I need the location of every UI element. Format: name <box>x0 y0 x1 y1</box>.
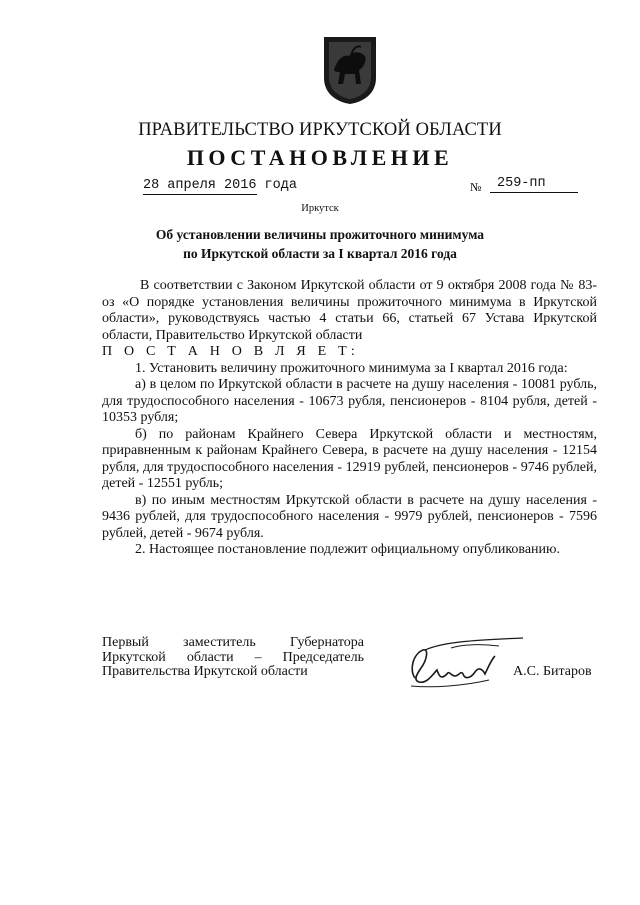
position-line-2: Иркутской области – Председатель <box>102 649 364 665</box>
city: Иркутск <box>301 203 339 214</box>
signatory-name: А.С. Битаров <box>513 664 592 679</box>
decree-word: П О С Т А Н О В Л Я Е Т: <box>102 344 359 359</box>
handwritten-signature <box>403 630 531 692</box>
document-type: ПОСТАНОВЛЕНИЕ <box>186 145 454 170</box>
document-number: 259-пп <box>497 176 546 191</box>
date-underline <box>143 194 257 195</box>
title-line-1: Об установлении величины прожиточного минимума <box>155 227 485 242</box>
item-2: 2. Настоящее постановление подлежит официальному опубликованию. <box>135 542 560 557</box>
government-name: ПРАВИТЕЛЬСТВО ИРКУТСКОЙ ОБЛАСТИ <box>138 120 502 140</box>
item-1c: в) по иным местностям Иркутской области в расчете на душу населения - 9436 рублей, для трудоспособного населения - 9979 рублей, пенсионеров - 7596 рублей, детей - 9674 рубля. <box>102 492 597 541</box>
preamble: В соответствии с Законом Иркутской области от 9 октября 2008 года № 83-оз «О порядке установления величины прожиточного минимума в Иркутской области», руководствуясь частью 4 статьи 66, статьей 67 Устава Иркутской области, Правительство Иркутской области <box>102 278 597 343</box>
document-date: 28 апреля 2016 года <box>143 178 297 193</box>
item-1b: б) по районам Крайнего Севера Иркутской области и местностям, приравненным к районам Крайнего Севера, в расчете на душу населения - 12154 рубля, для трудоспособного населения - 12919 рублей, пенсионеров - 9746 рублей, детей - 12551 рубль; <box>102 426 597 491</box>
signatory-position <box>102 636 364 680</box>
document-title <box>0 225 640 263</box>
item-1: 1. Установить величину прожиточного минимума за I квартал 2016 года: <box>135 360 568 376</box>
number-label: № <box>470 180 482 194</box>
coat-of-arms-icon <box>321 34 379 106</box>
document-body <box>102 278 597 559</box>
item-1a: а) в целом по Иркутской области в расчете на душу населения - 10081 рубль, для трудоспособного населения - 10673 рубля, пенсионеров - 8104 рубля, детей - 10353 рубля; <box>102 377 597 425</box>
position-line-1: Первый заместитель Губернатора <box>102 635 364 650</box>
title-line-2: по Иркутской области за I квартал 2016 года <box>183 246 457 261</box>
number-underline <box>490 192 578 193</box>
position-line-3: Правительства Иркутской области <box>102 664 308 679</box>
